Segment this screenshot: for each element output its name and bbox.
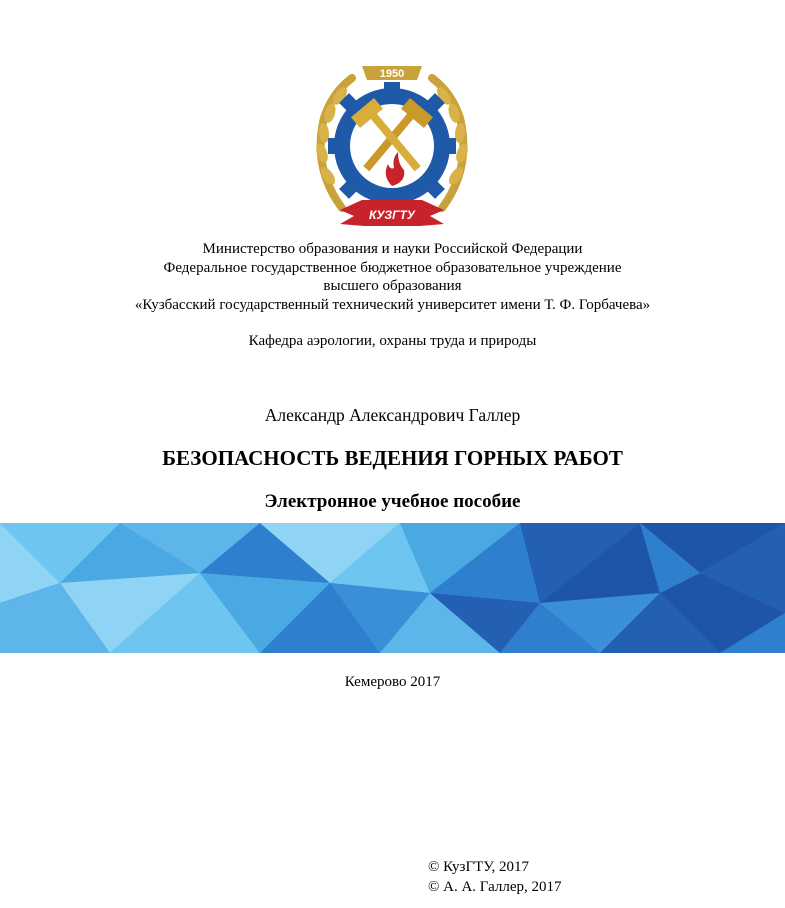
ministry-line: Федеральное государственное бюджетное образовательное учреждение bbox=[163, 259, 622, 276]
department: Кафедра аэрологии, охраны труда и природы bbox=[248, 333, 537, 349]
logo-year: 1950 bbox=[379, 68, 405, 80]
ministry-line: Министерство образования и науки Российской Федерации bbox=[202, 241, 583, 257]
university-logo bbox=[302, 58, 482, 238]
decorative-banner bbox=[0, 523, 785, 653]
city-year: Кемерово 2017 bbox=[344, 674, 441, 690]
ministry-line: «Кузбасский государственный технический университет имени Т. Ф. Горбачева» bbox=[134, 296, 651, 313]
author-name: Александр Александрович Галлер bbox=[264, 405, 521, 425]
ministry-line: высшего образования bbox=[323, 278, 462, 294]
copyright-line: © А. А. Галлер, 2017 bbox=[428, 879, 562, 895]
logo-ribbon-text: КУЗГТУ bbox=[369, 208, 415, 222]
ministry-block bbox=[0, 240, 785, 314]
book-subtitle: Электронное учебное пособие bbox=[264, 491, 521, 512]
copyright-line: © КузГТУ, 2017 bbox=[428, 859, 529, 875]
gear-icon bbox=[328, 82, 456, 210]
book-title: БЕЗОПАСНОСТЬ ВЕДЕНИЯ ГОРНЫХ РАБОТ bbox=[162, 446, 623, 470]
copyright-block bbox=[428, 857, 562, 897]
